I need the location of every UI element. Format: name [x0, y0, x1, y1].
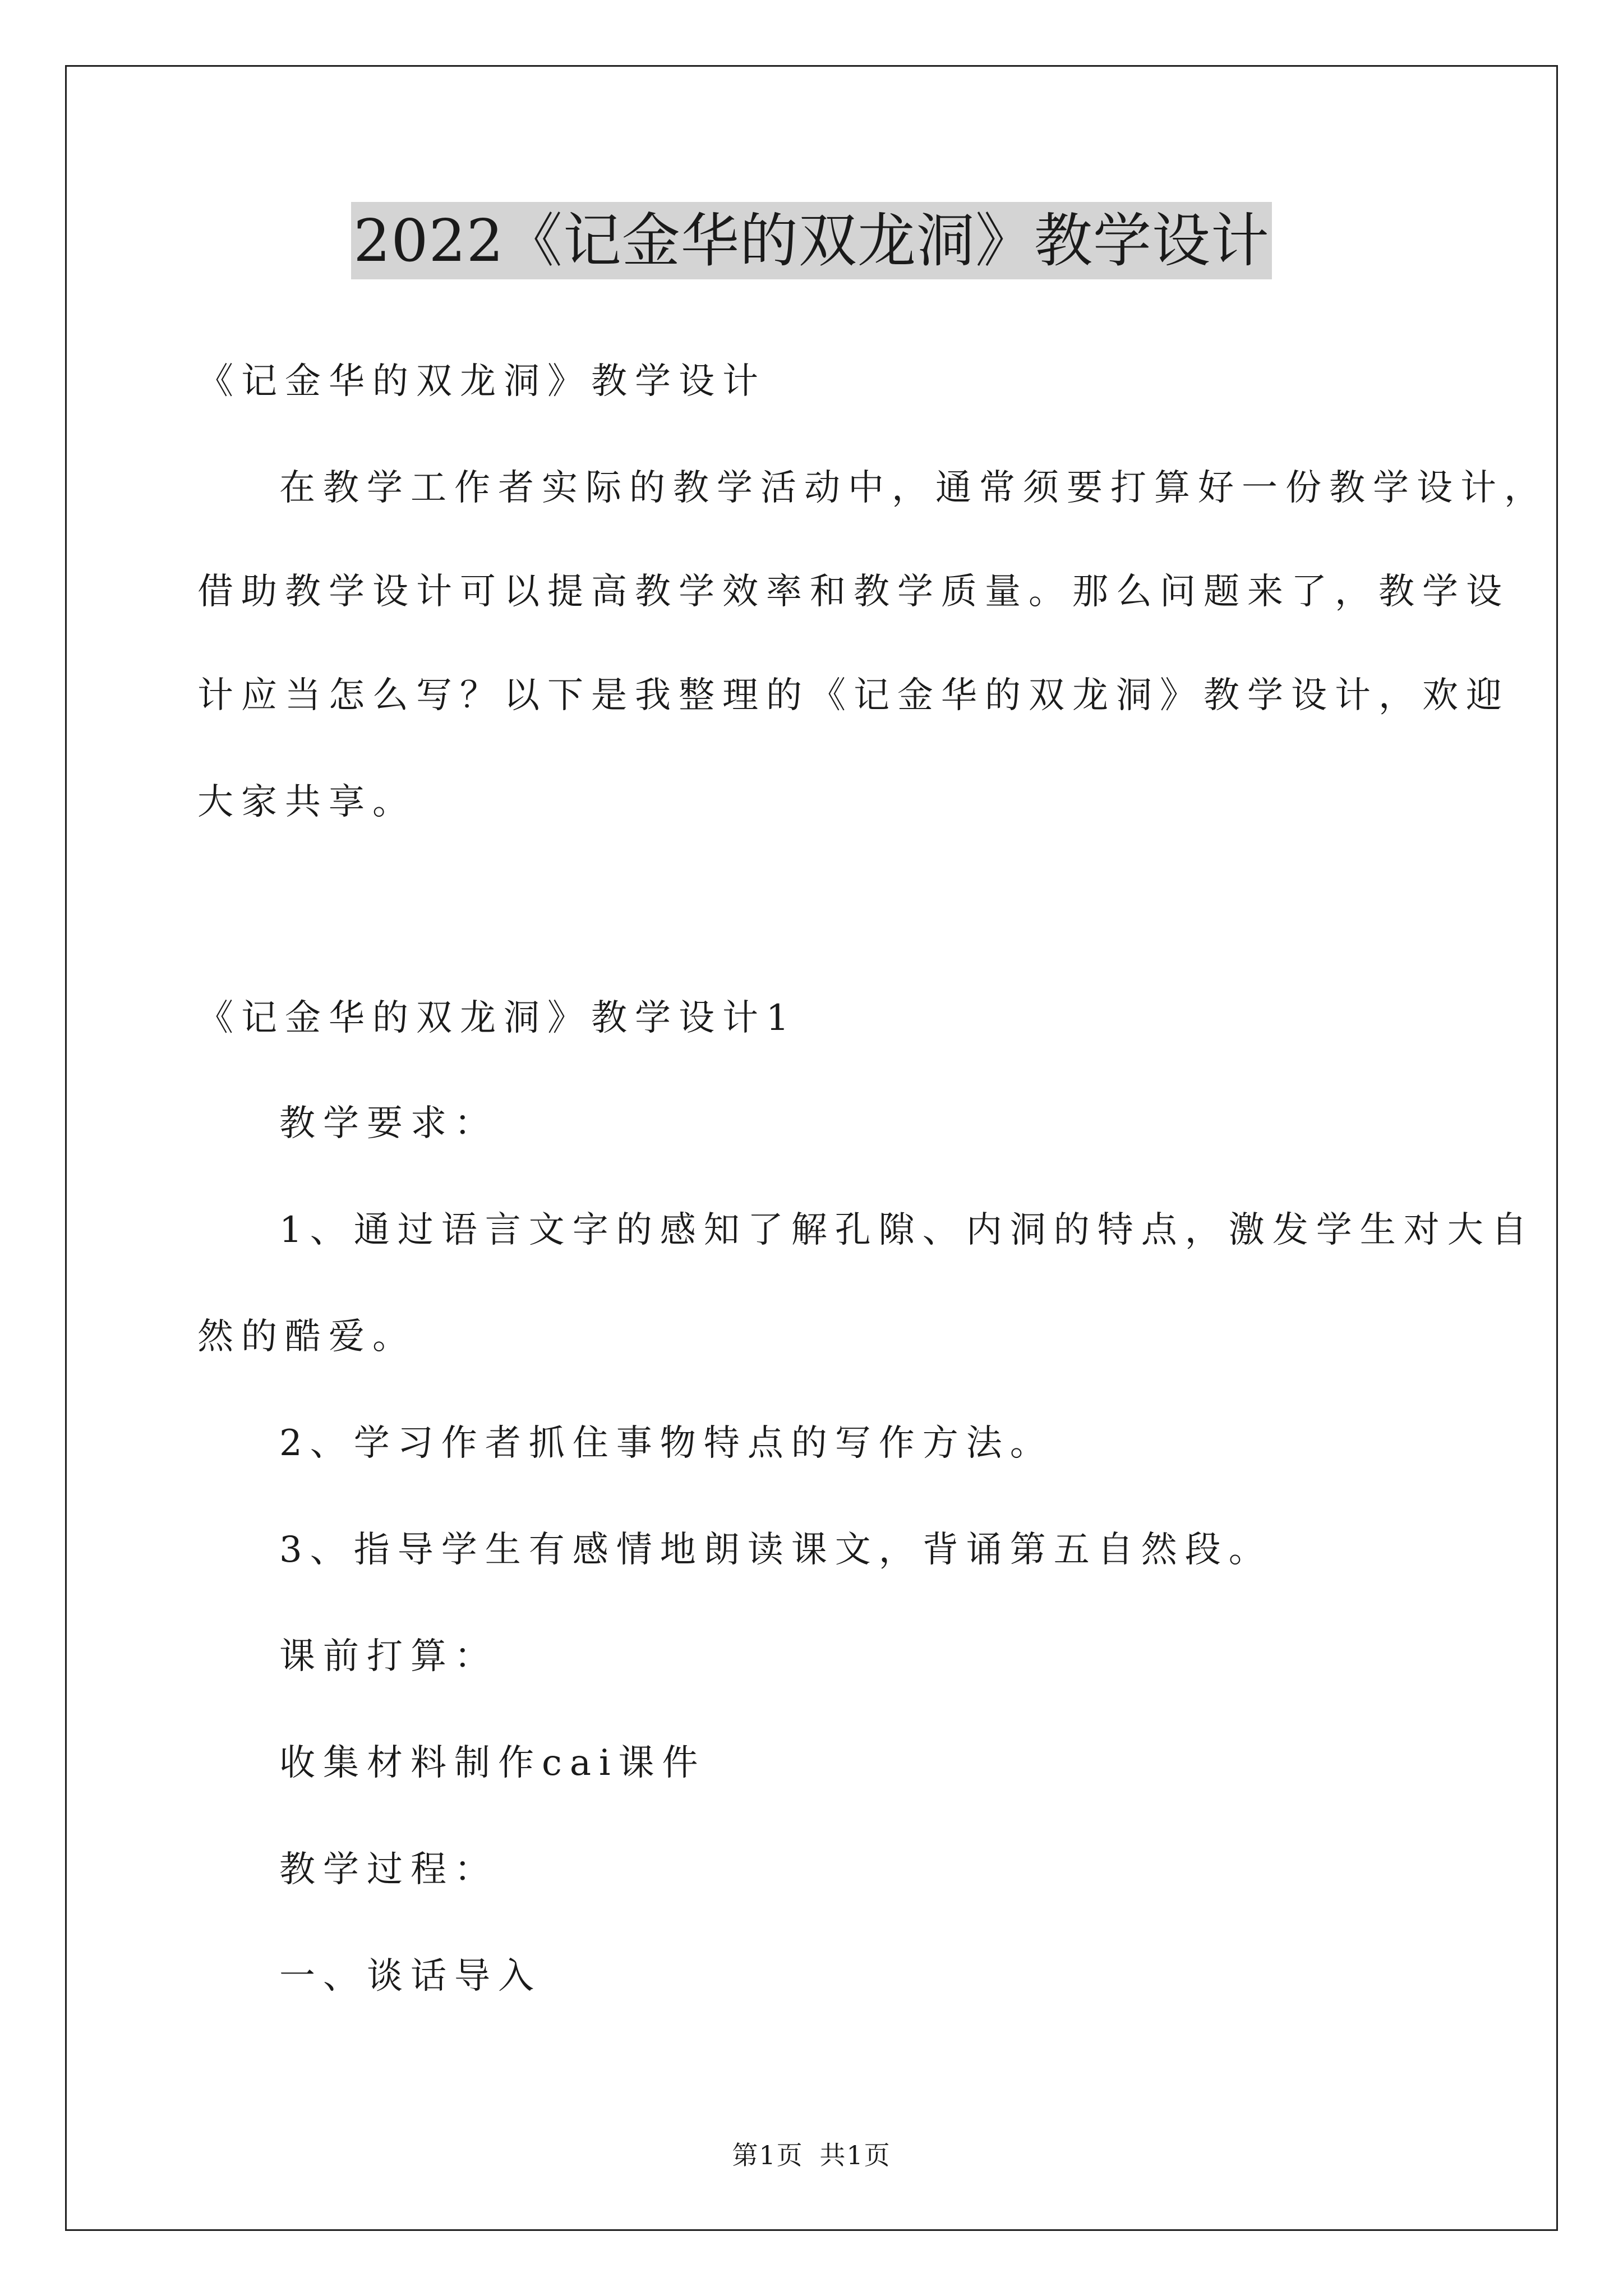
teaching-requirements-label: 教学要求：	[279, 1103, 498, 1144]
requirement-1-line-1: 1、通过语言文字的感知了解孔隙、内洞的特点，激发学生对大自	[279, 1209, 1535, 1251]
intro-line-3: 计应当怎么写？以下是我整理的《记金华的双龙洞》教学设计，欢迎	[197, 675, 1510, 716]
intro-line-4: 大家共享。	[197, 781, 416, 823]
subtitle-line: 《记金华的双龙洞》教学设计	[197, 361, 766, 402]
process-label: 教学过程：	[279, 1849, 498, 1890]
section-heading-1: 《记金华的双龙洞》教学设计1	[197, 997, 797, 1039]
process-step-1: 一、谈话导入	[279, 1955, 542, 1997]
requirement-3: 3、指导学生有感情地朗读课文，背诵第五自然段。	[279, 1529, 1272, 1571]
requirement-2: 2、学习作者抓住事物特点的写作方法。	[279, 1423, 1054, 1464]
document-title: 2022《记金华的双龙洞》教学设计	[351, 202, 1272, 279]
preparation-label: 课前打算：	[279, 1636, 498, 1677]
intro-line-2: 借助教学设计可以提高教学效率和教学质量。那么问题来了，教学设	[197, 571, 1510, 613]
page-footer	[0, 2138, 1623, 2172]
intro-line-1: 在教学工作者实际的教学活动中，通常须要打算好一份教学设计，	[279, 467, 1548, 509]
page-total: 共1页	[819, 2140, 891, 2170]
requirement-1-line-2: 然的酷爱。	[197, 1316, 416, 1358]
page-number: 第1页	[732, 2140, 804, 2170]
preparation-item: 收集材料制作cai课件	[279, 1742, 706, 1784]
title-container	[0, 202, 1623, 279]
